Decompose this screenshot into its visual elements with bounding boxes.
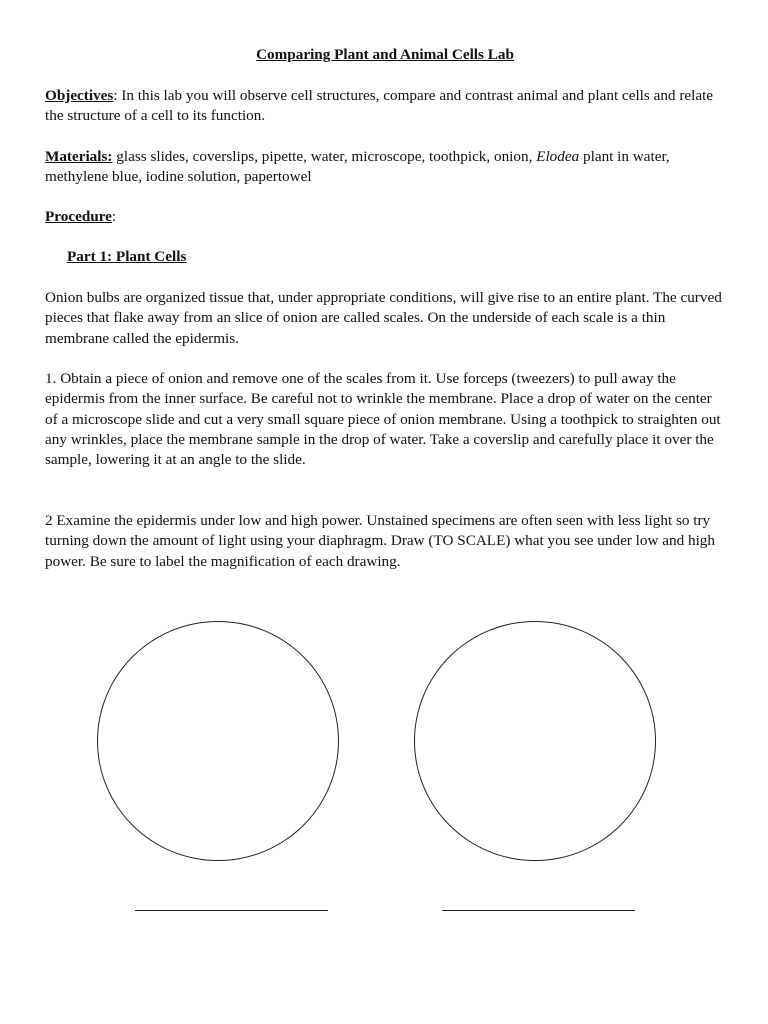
materials-paragraph: [45, 147, 725, 188]
page-title: Comparing Plant and Animal Cells Lab: [256, 46, 514, 63]
procedure-label: Procedure: [45, 208, 112, 225]
high-power-magnification-blank[interactable]: [442, 910, 635, 911]
materials-text: glass slides, coverslips, pipette, water, microscope, toothpick, onion,: [112, 148, 537, 165]
elodea-term: Elodea: [536, 148, 580, 165]
part1-heading: Part 1: Plant Cells: [67, 248, 187, 265]
objectives-paragraph: [45, 86, 725, 127]
high-power-drawing-circle[interactable]: [414, 621, 656, 861]
materials-label: Materials:: [45, 148, 113, 165]
low-power-drawing-circle[interactable]: [97, 621, 339, 861]
low-power-magnification-blank[interactable]: [135, 910, 328, 911]
step2-paragraph: 2 Examine the epidermis under low and high power. Unstained specimens are often seen with less light so try turning down the amount of light using your diaphragm. Draw (TO SCALE) what you see under low and high power. Be sure to label the magnification of each drawing.: [45, 512, 715, 570]
materials-text-cont: plant in water, methylene blue, iodine solution, papertowel: [45, 148, 670, 186]
onion-intro-paragraph: Onion bulbs are organized tissue that, under appropriate conditions, will give rise to an entire plant. The curved pieces that flake away from an slice of onion are called scales. On the underside of each scale is a thin membrane called the epidermis.: [45, 289, 722, 347]
procedure-colon: :: [111, 208, 117, 225]
procedure-heading: [45, 207, 725, 227]
objectives-text: : In this lab you will observe cell structures, compare and contrast animal and plant cells and relate the structure of a cell to its function.: [45, 87, 714, 125]
objectives-label: Objectives: [45, 87, 114, 104]
step1-paragraph: 1. Obtain a piece of onion and remove one of the scales from it. Use forceps (tweezers) to pull away the epidermis from the inner surface. Be careful not to wrinkle the membrane. Place a drop of water on the center of a microscope slide and cut a very small square piece of onion membrane. Using a toothpick to straighten out any wrinkles, place the membrane sample in the drop of water. Take a coverslip and carefully place it over the sample, lowering it at an angle to the slide.: [45, 370, 721, 469]
